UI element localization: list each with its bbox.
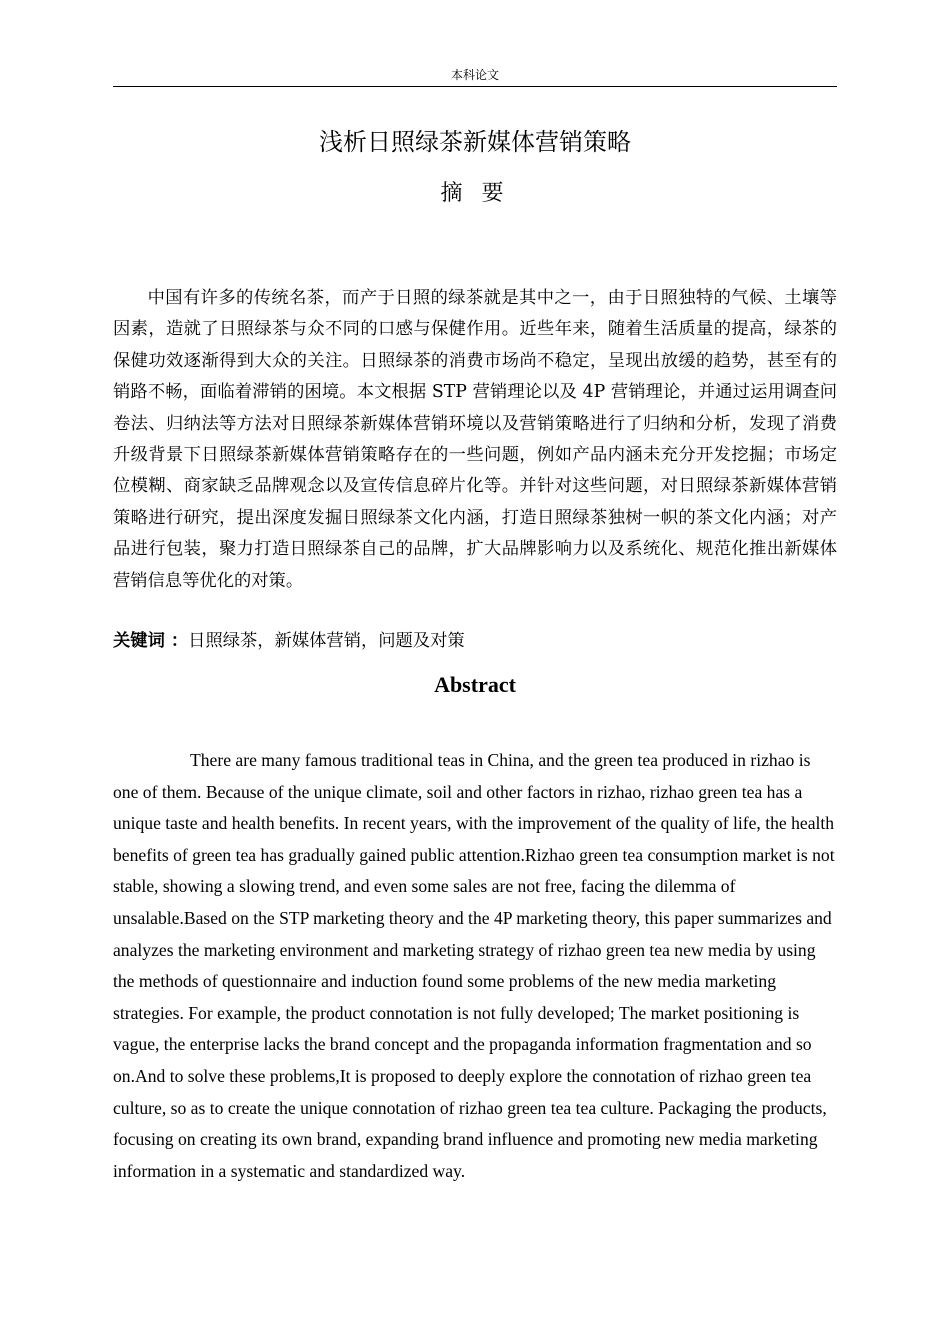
page-header: 本科论文 — [450, 68, 499, 82]
abstract-heading-cn: 摘 要 — [440, 181, 510, 206]
abstract-body-en: There are many famous traditional teas in China, and the green tea produced in rizhao is one of them. Because of the unique climate, soil and other factors in rizhao, rizhao green tea has a unique taste and health benefits. In recent years, with the improvement of the quality of life, the health benefits of green tea has gradually gained public attention.Rizhao green tea consumption market is not stable, showing a slowing trend, and even some sales are not free, facing the dilemma of unsalable.Based on the STP marketing theory and the 4P marketing theory, this paper summarizes and analyzes the marketing environment and marketing strategy of rizhao green tea new media by using the methods of questionnaire and induction found some problems of the new media marketing strategies. For example, the product connotation is not fully developed; The market positioning is vague, the enterprise lacks the brand concept and the propaganda information fragmentation and so on.And to solve these problems,It is proposed to deeply explore the connotation of rizhao green tea culture, so as to create the unique connotation of rizhao green tea tea culture. Packaging the products, focusing on creating its own brand, expanding brand influence and promoting new media marketing information in a systematic and standardized way. — [113, 750, 835, 1181]
keywords-cn — [113, 626, 837, 657]
abstract-body-cn: 中国有许多的传统名茶，而产于日照的绿茶就是其中之一，由于日照独特的气候、土壤等因素，造就了日照绿茶与众不同的口感与保健作用。近些年来，随着生活质量的提高，绿茶的保健功效逐渐得到大众的关注。日照绿茶的消费市场尚不稳定，呈现出放缓的趋势，甚至有的销路不畅，面临着滞销的困境。本文根据 STP 营销理论以及 4P 营销理论，并通过运用调查问卷法、归纳法等方法对日照绿茶新媒体营销环境以及营销策略进行了归纳和分析，发现了消费升级背景下日照绿茶新媒体营销策略存在的一些问题，例如产品内涵未充分开发挖掘；市场定位模糊、商家缺乏品牌观念以及宣传信息碎片化等。并针对这些问题，对日照绿茶新媒体营销策略进行研究，提出深度发掘日照绿茶文化内涵，打造日照绿茶独树一帜的茶文化内涵；对产品进行包装，聚力打造日照绿茶自己的品牌，扩大品牌影响力以及系统化、规范化推出新媒体营销信息等优化的对策。 — [113, 288, 837, 591]
keywords-label: 关键词 ： — [113, 631, 189, 651]
header-rule — [113, 86, 837, 87]
keywords-text: 日照绿茶，新媒体营销，问题及对策 — [188, 631, 465, 651]
abstract-heading-en: Abstract — [434, 672, 516, 697]
paper-title: 浅析日照绿茶新媒体营销策略 — [319, 128, 631, 156]
